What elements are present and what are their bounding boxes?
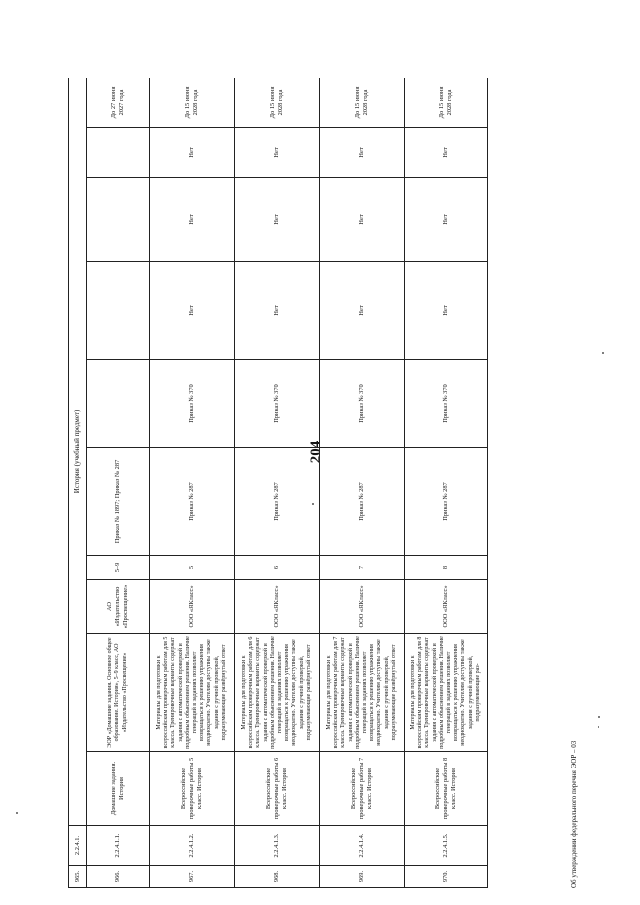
table-row bbox=[320, 78, 405, 888]
table-row-section-code bbox=[69, 78, 87, 888]
grades: 5–9 bbox=[87, 556, 150, 580]
row-code: 2.2.4.1.5. bbox=[405, 826, 488, 866]
order-secondary bbox=[87, 360, 150, 448]
grades: 6 bbox=[235, 556, 320, 580]
row-number: 967. bbox=[150, 866, 235, 888]
order-primary: Приказ № 287 bbox=[150, 448, 235, 556]
scan-speck bbox=[312, 503, 314, 505]
order-primary: Приказ № 1897; Приказ № 287 bbox=[87, 448, 150, 556]
order-secondary: Приказ № 370 bbox=[405, 360, 488, 448]
deadline: До 15 июня 2028 года bbox=[405, 78, 488, 128]
deadline: До 27 июня 2027 года bbox=[87, 78, 150, 128]
order-secondary: Приказ № 370 bbox=[235, 360, 320, 448]
order-secondary: Приказ № 370 bbox=[150, 360, 235, 448]
scan-speck bbox=[598, 716, 600, 718]
order-secondary: Приказ № 370 bbox=[320, 360, 405, 448]
row-code: 2.2.4.1.2. bbox=[150, 826, 235, 866]
flag-a: Нет bbox=[405, 262, 488, 360]
page-number: 204 bbox=[308, 440, 324, 464]
resource-name: Домашние задания. История bbox=[87, 752, 150, 826]
scan-speck bbox=[16, 812, 18, 814]
resource-description: ЭОР «Домашние задания. Основное общее образование. История», 5–9 класс, АО «Издательство «Просвещение» bbox=[87, 634, 150, 752]
row-code: 2.2.4.1.4. bbox=[320, 826, 405, 866]
flag-c bbox=[87, 128, 150, 178]
row-number: 969. bbox=[320, 866, 405, 888]
table-row bbox=[235, 78, 320, 888]
row-code: 2.2.4.1.1. bbox=[87, 826, 150, 866]
resource-name: Всероссийские проверочные работы 8 класс. История bbox=[405, 752, 488, 826]
row-number: 970. bbox=[405, 866, 488, 888]
resource-description: Материалы для подготовки к всероссийским проверочным работам для 7 класса. Тренировочные варианты содержат задания с автоматической проверкой и подробным объяснением решения. Наличие генераций в заданиях позволяет возвращаться к решению упражнения неоднократно. Учителям доступны также задания с ручной проверкой, подразумевающие развёрнутый ответ bbox=[320, 634, 405, 752]
row-code: 2.2.4.1. bbox=[69, 826, 87, 866]
resource-description: Материалы для подготовки к всероссийским проверочным работам для 5 класса. Тренировочные варианты содержат задания с автоматической проверкой и подробным объяснением решения. Наличие генераций в заданиях позволяет возвращаться к решению упражнения неоднократно. Учителям доступны также задания с ручной проверкой, подразумевающие развёрнутый ответ bbox=[150, 634, 235, 752]
row-number: 965. bbox=[69, 866, 87, 888]
table-row bbox=[87, 78, 150, 888]
order-primary: Приказ № 287 bbox=[405, 448, 488, 556]
deadline: До 15 июня 2028 года bbox=[320, 78, 405, 128]
resource-name: Всероссийские проверочные работы 7 класс. История bbox=[320, 752, 405, 826]
scan-speck bbox=[598, 726, 599, 728]
resource-name: Всероссийские проверочные работы 5 класс. История bbox=[150, 752, 235, 826]
page-footnote: Об утверждении федерального перечня ЭОР – 03 bbox=[570, 740, 578, 888]
flag-a: Нет bbox=[235, 262, 320, 360]
resource-name: Всероссийские проверочные работы 6 класс. История bbox=[235, 752, 320, 826]
resource-description: Материалы для подготовки к всероссийским проверочным работам для 8 класса. Тренировочные варианты содержат задания с автоматической проверкой и подробным объяснением решения. Наличие генераций в заданиях позволяет возвращаться к решению упражнения неоднократно. Учителям доступны также задания с ручной проверкой, подразумевающие раз- bbox=[405, 634, 488, 752]
resource-description: Материалы для подготовки к всероссийским проверочным работам для 6 класса. Тренировочные варианты содержат задания с автоматической проверкой и подробным объяснением решения. Наличие генераций в заданиях позволяет возвращаться к решению упражнения неоднократно. Учителям доступны также задания с ручной проверкой, подразумевающие развёрнутый ответ bbox=[235, 634, 320, 752]
flag-b: Нет bbox=[150, 178, 235, 262]
flag-a bbox=[87, 262, 150, 360]
rotated-page-content bbox=[68, 78, 588, 888]
publisher: ООО «ЯКласс» bbox=[235, 580, 320, 634]
section-label: История (учебный предмет) bbox=[69, 78, 87, 826]
flag-b: Нет bbox=[235, 178, 320, 262]
flag-c: Нет bbox=[320, 128, 405, 178]
publisher: ООО «ЯКласс» bbox=[405, 580, 488, 634]
order-primary: Приказ № 287 bbox=[235, 448, 320, 556]
scan-speck bbox=[602, 352, 604, 354]
flag-c: Нет bbox=[405, 128, 488, 178]
order-primary: Приказ № 287 bbox=[320, 448, 405, 556]
grades: 7 bbox=[320, 556, 405, 580]
flag-c: Нет bbox=[150, 128, 235, 178]
deadline: До 15 июня 2028 года bbox=[150, 78, 235, 128]
row-number: 968. bbox=[235, 866, 320, 888]
row-number: 966. bbox=[87, 866, 150, 888]
table-row bbox=[150, 78, 235, 888]
flag-b: Нет bbox=[405, 178, 488, 262]
grades: 5 bbox=[150, 556, 235, 580]
eor-registry-table bbox=[68, 78, 488, 888]
table-row bbox=[405, 78, 488, 888]
flag-b: Нет bbox=[320, 178, 405, 262]
row-code: 2.2.4.1.3. bbox=[235, 826, 320, 866]
flag-a: Нет bbox=[320, 262, 405, 360]
deadline: До 15 июня 2028 года bbox=[235, 78, 320, 128]
flag-b bbox=[87, 178, 150, 262]
grades: 8 bbox=[405, 556, 488, 580]
publisher: ООО «ЯКласс» bbox=[320, 580, 405, 634]
flag-a: Нет bbox=[150, 262, 235, 360]
flag-c: Нет bbox=[235, 128, 320, 178]
publisher: ООО «ЯКласс» bbox=[150, 580, 235, 634]
publisher: АО «Издательство «Просвещение» bbox=[87, 580, 150, 634]
rotated-table-container bbox=[68, 78, 588, 888]
